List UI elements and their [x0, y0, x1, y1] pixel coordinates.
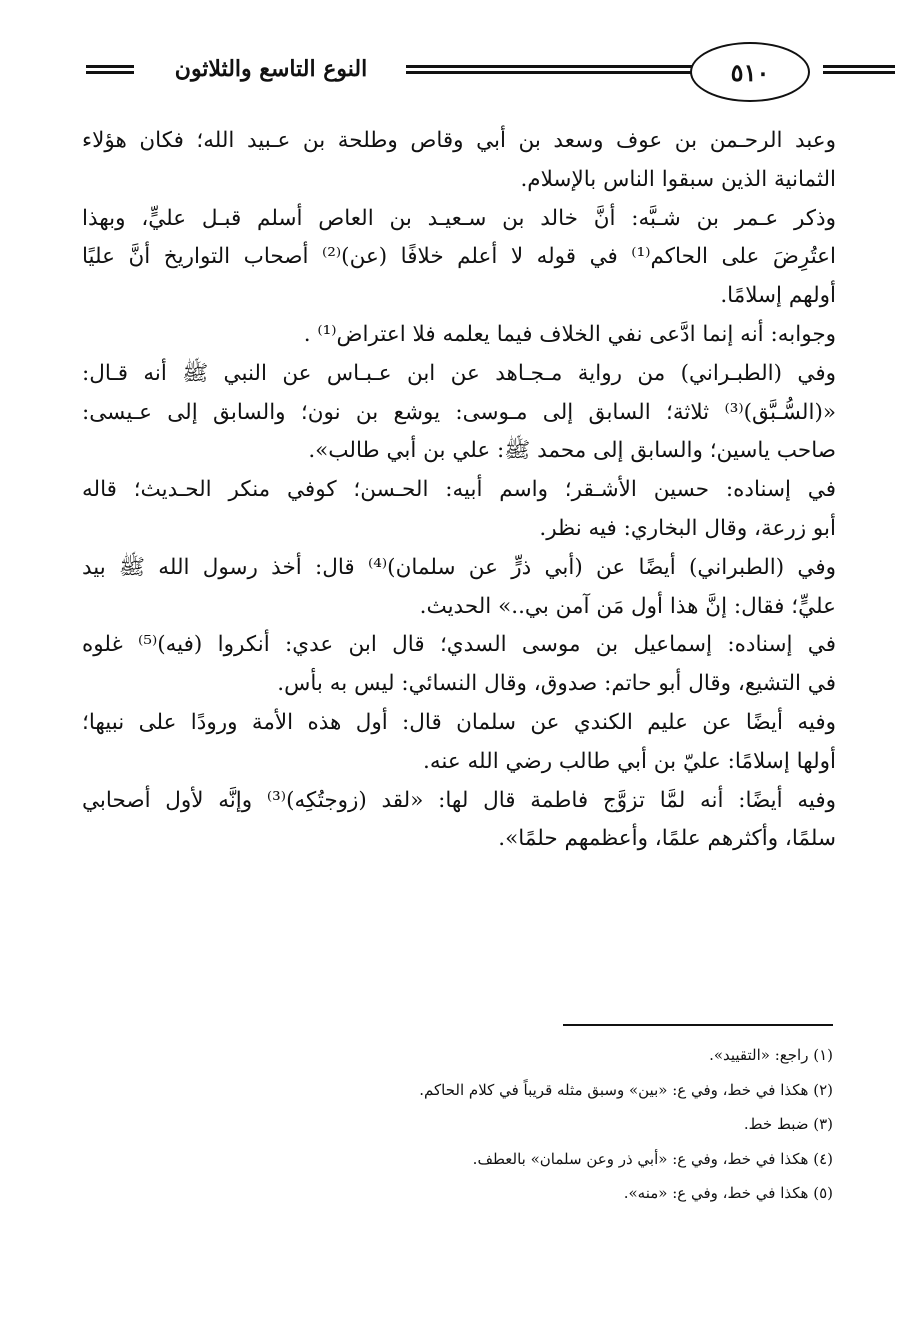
text-line: أبو زرعة، وقال البخاري: فيه نظر.: [539, 515, 836, 541]
footnote: (٢) هكذا في خط، وفي ع: «بين» وسبق مثله قريباً في كلام الحاكم.: [419, 1080, 833, 1099]
header-rule: [86, 65, 134, 68]
text-line: اعتُرِضَ على الحاكم⁽¹⁾ في قوله لا أعلم خلافًا (عن)⁽²⁾ أصحاب التواريخ أنَّ عليًا: [82, 244, 836, 270]
text-line: وفي (الطبراني) أيضًا عن (أبي ذرٍّ عن سلمان)⁽⁴⁾ قال: أخذ رسول الله ﷺ بيد: [82, 554, 836, 580]
footnotes: [300, 1038, 833, 1211]
footnote: (٤) هكذا في خط، وفي ع: «أبي ذر وعن سلمان» بالعطف.: [472, 1149, 833, 1168]
page-number: ٥١٠: [690, 42, 810, 102]
text-line: في إسناده: حسين الأشـقر؛ واسم أبيه: الحـسن؛ كوفي منكر الحـديث؛ قاله: [82, 477, 836, 503]
footnote: (٥) هكذا في خط، وفي ع: «منه».: [623, 1184, 833, 1202]
text-line: أولها إسلامًا: عليّ بن أبي طالب رضي الله عنه.: [423, 748, 836, 774]
text-line: صاحب ياسين؛ والسابق إلى محمد ﷺ: علي بن أبي طالب».: [308, 438, 836, 464]
text-line: في التشيع، وقال أبو حاتم: صدوق، وقال النسائي: ليس به بأس.: [277, 671, 836, 697]
body-text: [82, 122, 836, 859]
header-rule: [823, 71, 895, 74]
text-line: الثمانية الذين سبقوا الناس بالإسلام.: [520, 166, 836, 192]
text-line: وفي (الطبـراني) من رواية مـجـاهد عن ابن عـبـاس عن النبي ﷺ أنه قـال:: [82, 360, 836, 386]
text-line: في إسناده: إسماعيل بن موسى السدي؛ قال ابن عدي: أنكروا (فيه)⁽⁵⁾ غلوه: [82, 632, 836, 658]
running-title: النوع التاسع والثلاثون: [174, 56, 368, 82]
text-line: «(السُّـبَّق)⁽³⁾ ثلاثة؛ السابق إلى مـوسى: يوشع بن نون؛ والسابق إلى عـيسى:: [82, 399, 836, 425]
text-line: وعبد الرحـمن بن عوف وسعد بن أبي وقاص وطلحة بن عـبيد الله؛ فكان هؤلاء: [82, 128, 836, 153]
text-line: سلمًا، وأكثرهم علمًا، وأعظمهم حلمًا».: [498, 826, 836, 852]
header-rule: [823, 65, 895, 68]
text-line: أولهم إسلامًا.: [720, 283, 836, 309]
text-line: عليٍّ؛ فقال: إنَّ هذا أول مَن آمن بي..» الحديث.: [419, 593, 836, 619]
header-rule: [86, 71, 134, 74]
footnote: (١) راجع: «التقييد».: [709, 1046, 833, 1064]
text-line: وفيه أيضًا عن عليم الكندي عن سلمان قال: أول هذه الأمة ورودًا على نبيها؛: [82, 709, 836, 735]
text-line: وجوابه: أنه إنما ادَّعى نفي الخلاف فيما يعلمه فلا اعتراض⁽¹⁾ .: [303, 321, 836, 347]
text-line: وفيه أيضًا: أنه لمَّا تزوَّج فاطمة قال لها: «لقد (زوجتُكِه)⁽³⁾ وإنَّه لأول أصحابي: [82, 787, 837, 813]
page-header: [68, 38, 828, 108]
footnote: (٣) ضبط خط.: [743, 1115, 833, 1133]
text-line: وذكر عـمر بن شـبَّه: أنَّ خالد بن سـعيـد بن العاص أسلم قبـل عليٍّ، وبهذا: [82, 205, 836, 231]
footnote-separator: [563, 1024, 833, 1026]
